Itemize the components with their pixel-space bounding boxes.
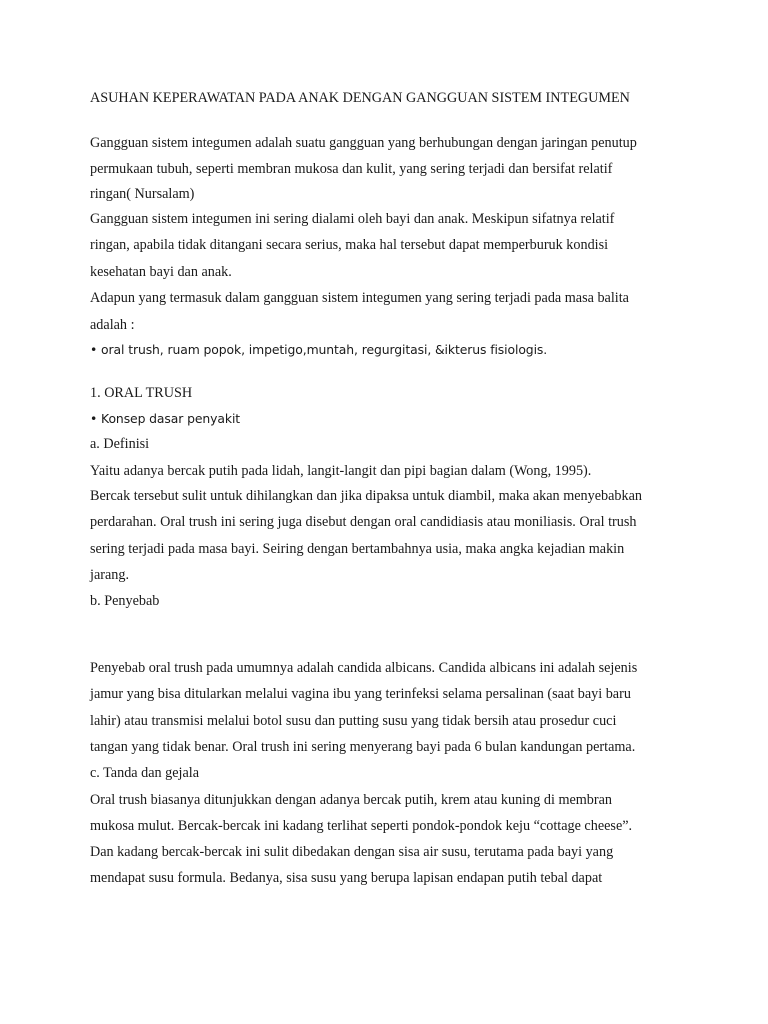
paragraph-line: Bercak tersebut sulit untuk dihilangkan dan jika dipaksa untuk diambil, maka akan menyebabkan xyxy=(90,488,642,504)
paragraph-line: Penyebab oral trush pada umumnya adalah candida albicans. Candida albicans ini adalah sejenis xyxy=(90,660,638,676)
subsection-heading: b. Penyebab xyxy=(90,593,160,609)
subsection-heading: c. Tanda dan gejala xyxy=(90,765,200,781)
paragraph-line: Gangguan sistem integumen adalah suatu gangguan yang berhubungan dengan jaringan penutup xyxy=(90,135,637,151)
subsection-heading: a. Definisi xyxy=(90,436,150,452)
section-heading: 1. ORAL TRUSH xyxy=(90,385,193,401)
paragraph-line: Yaitu adanya bercak putih pada lidah, langit-langit dan pipi bagian dalam (Wong, 1995). xyxy=(90,463,592,479)
paragraph-line: tangan yang tidak benar. Oral trush ini sering menyerang bayi pada 6 bulan kandungan pertama. xyxy=(90,739,636,755)
paragraph-line: Adapun yang termasuk dalam gangguan sistem integumen yang sering terjadi pada masa balita xyxy=(90,290,629,306)
paragraph-line: jarang. xyxy=(90,567,129,583)
paragraph-line: perdarahan. Oral trush ini sering juga disebut dengan oral candidiasis atau moniliasis. Oral trush xyxy=(90,514,637,530)
bullet-list-item: • Konsep dasar penyakit xyxy=(90,411,241,426)
paragraph-line: ringan( Nursalam) xyxy=(90,186,195,202)
paragraph-line: adalah : xyxy=(90,317,135,333)
paragraph-line: Dan kadang bercak-bercak ini sulit dibedakan dengan sisa air susu, terutama pada bayi yang xyxy=(90,844,614,860)
document-title: ASUHAN KEPERAWATAN PADA ANAK DENGAN GANGGUAN SISTEM INTEGUMEN xyxy=(90,90,630,106)
paragraph-line: Oral trush biasanya ditunjukkan dengan adanya bercak putih, krem atau kuning di membran xyxy=(90,792,613,808)
paragraph-line: kesehatan bayi dan anak. xyxy=(90,264,232,280)
bullet-list-item: • oral trush, ruam popok, impetigo,muntah, regurgitasi, &ikterus fisiologis. xyxy=(90,342,548,357)
paragraph-line: mukosa mulut. Bercak-bercak ini kadang terlihat seperti pondok-pondok keju “cottage cheese”. xyxy=(90,818,633,834)
paragraph-line: Gangguan sistem integumen ini sering dialami oleh bayi dan anak. Meskipun sifatnya relatif xyxy=(90,211,615,227)
paragraph-line: permukaan tubuh, seperti membran mukosa dan kulit, yang sering terjadi dan bersifat relatif xyxy=(90,161,613,177)
paragraph-line: lahir) atau transmisi melalui botol susu dan putting susu yang tidak bersih atau prosedur cuci xyxy=(90,713,617,729)
paragraph-line: sering terjadi pada masa bayi. Seiring dengan bertambahnya usia, maka angka kejadian makin xyxy=(90,541,625,557)
paragraph-line: ringan, apabila tidak ditangani secara serius, maka hal tersebut dapat memperburuk kondisi xyxy=(90,237,609,253)
paragraph-line: mendapat susu formula. Bedanya, sisa susu yang berupa lapisan endapan putih tebal dapat xyxy=(90,870,603,886)
paragraph-line: jamur yang bisa ditularkan melalui vagina ibu yang terinfeksi selama persalinan (saat bayi baru xyxy=(90,686,631,702)
